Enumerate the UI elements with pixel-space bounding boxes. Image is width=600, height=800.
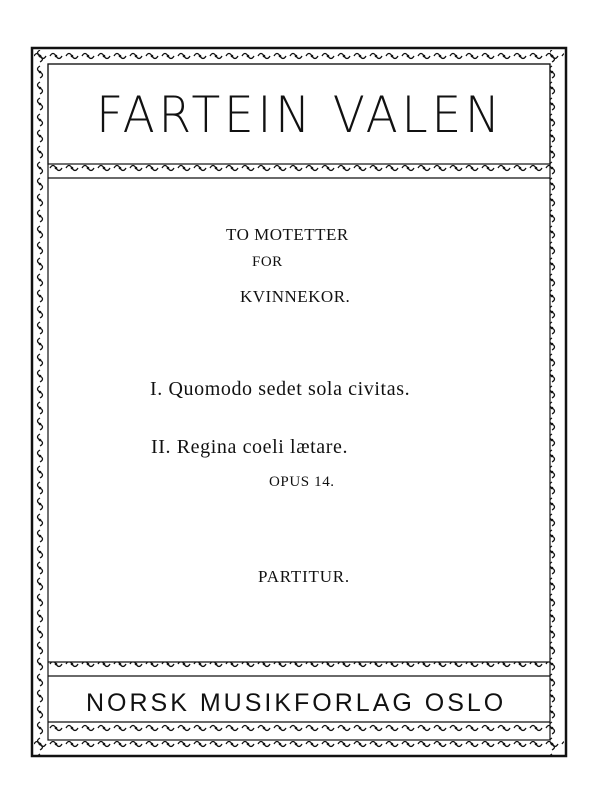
opus-number: OPUS 14. [269, 474, 335, 490]
subtitle-line-1: TO MOTETTER [226, 225, 349, 244]
subtitle-line-2: FOR [252, 254, 283, 270]
motet-title-2: II. Regina coeli lætare. [151, 436, 349, 458]
publisher-name: NORSK MUSIKFORLAG OSLO [86, 689, 507, 717]
motet-title-1: I. Quomodo sedet sola civitas. [150, 378, 411, 400]
edition-label: PARTITUR. [258, 567, 350, 586]
composer-name: FARTEIN VALEN [96, 86, 504, 144]
subtitle-line-3: KVINNEKOR. [240, 287, 351, 306]
